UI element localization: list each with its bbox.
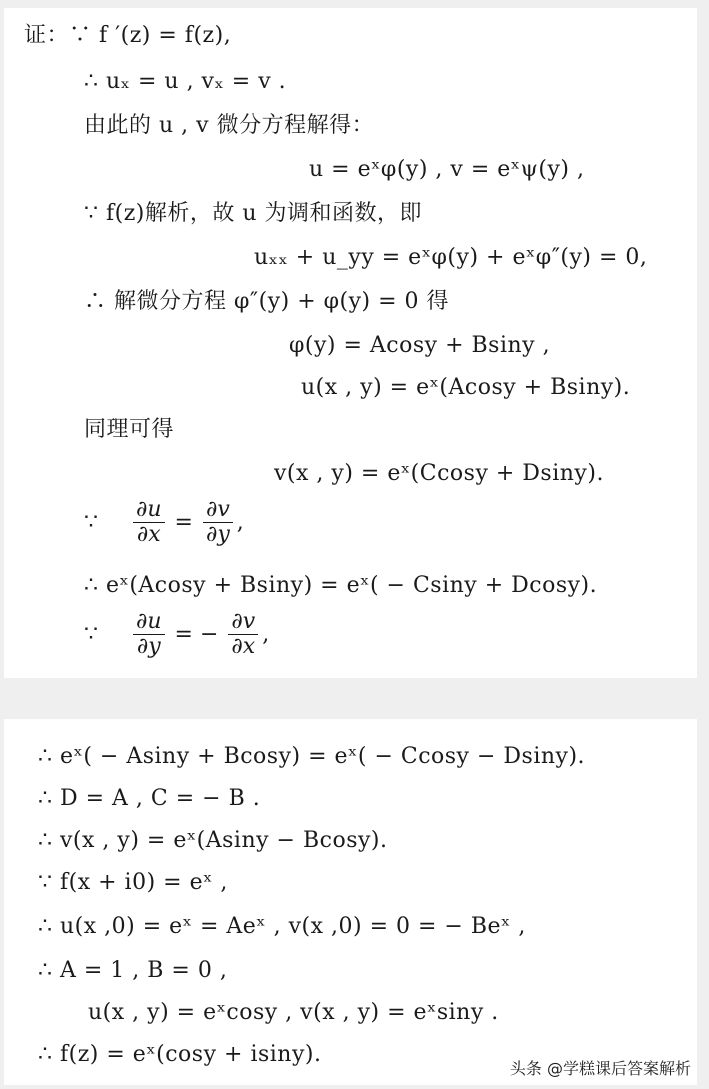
proof-line-11: v(x , y) = eˣ(Ccosy + Dsiny).	[274, 461, 604, 486]
equals-minus-sign: = −	[174, 622, 219, 647]
watermark-text: 头条 @学糕课后答案解析	[509, 1059, 691, 1078]
solution-panel-bottom	[4, 719, 697, 1085]
proof-line-b2: ∴ D = A , C = − B .	[38, 786, 261, 811]
proof-line-b7: u(x , y) = eˣcosy , v(x , y) = eˣsiny .	[88, 1000, 499, 1025]
proof-line-2: ∴ uₓ = u , vₓ = v .	[84, 69, 287, 94]
solution-panel-top	[4, 8, 697, 678]
comma: ,	[262, 622, 270, 647]
proof-line-b6: ∴ A = 1 , B = 0 ,	[38, 958, 228, 983]
fraction-dv-dx	[228, 610, 258, 659]
fraction-du-dx	[133, 498, 165, 547]
comma: ,	[236, 510, 244, 535]
because-symbol: ∵	[84, 622, 98, 647]
fraction-numerator: ∂u	[133, 498, 165, 523]
fraction-numerator: ∂u	[133, 610, 165, 635]
proof-line-1: 证：∵ f ′(z) = f(z),	[24, 23, 232, 48]
fraction-numerator: ∂v	[203, 498, 233, 523]
proof-line-5: ∵ f(z)解析，故 u 为调和函数，即	[84, 201, 423, 226]
fraction-denominator: ∂y	[136, 634, 161, 659]
proof-line-b1: ∴ eˣ( − Asiny + Bcosy) = eˣ( − Ccosy − Dsiny).	[38, 744, 586, 769]
proof-line-b5: ∴ u(x ,0) = eˣ = Aeˣ , v(x ,0) = 0 = − Beˣ ,	[38, 914, 526, 939]
because-symbol: ∵	[84, 510, 98, 535]
proof-line-3: 由此的 u , v 微分方程解得：	[84, 113, 375, 138]
proof-line-b8: ∴ f(z) = eˣ(cosy + isiny).	[38, 1042, 322, 1067]
proof-line-b3: ∴ v(x , y) = eˣ(Asiny − Bcosy).	[38, 828, 388, 853]
proof-line-b4: ∵ f(x + i0) = eˣ ,	[38, 870, 228, 895]
fraction-numerator: ∂v	[228, 610, 258, 635]
fraction-du-dy	[133, 610, 165, 659]
proof-line-10: 同理可得	[84, 417, 175, 442]
proof-line-8: φ(y) = Acosy + Bsiny ,	[289, 333, 551, 358]
proof-line-12: ∴ eˣ(Acosy + Bsiny) = eˣ( − Csiny + Dcosy).	[84, 573, 598, 598]
fraction-dv-dy	[203, 498, 233, 547]
proof-line-4: u = eˣφ(y) , v = eˣψ(y) ,	[309, 157, 585, 182]
fraction-denominator: ∂x	[136, 522, 161, 547]
fraction-denominator: ∂x	[231, 634, 256, 659]
proof-line-9: u(x , y) = eˣ(Acosy + Bsiny).	[301, 375, 631, 400]
fraction-denominator: ∂y	[205, 522, 230, 547]
proof-line-7: ∴ 解微分方程 φ″(y) + φ(y) = 0 得	[84, 289, 450, 314]
proof-fraction-line-1	[84, 498, 244, 547]
proof-line-6: uₓₓ + u_yy = eˣφ(y) + eˣφ″(y) = 0,	[254, 245, 648, 270]
proof-fraction-line-2	[84, 610, 269, 659]
equals-sign: =	[174, 510, 193, 535]
